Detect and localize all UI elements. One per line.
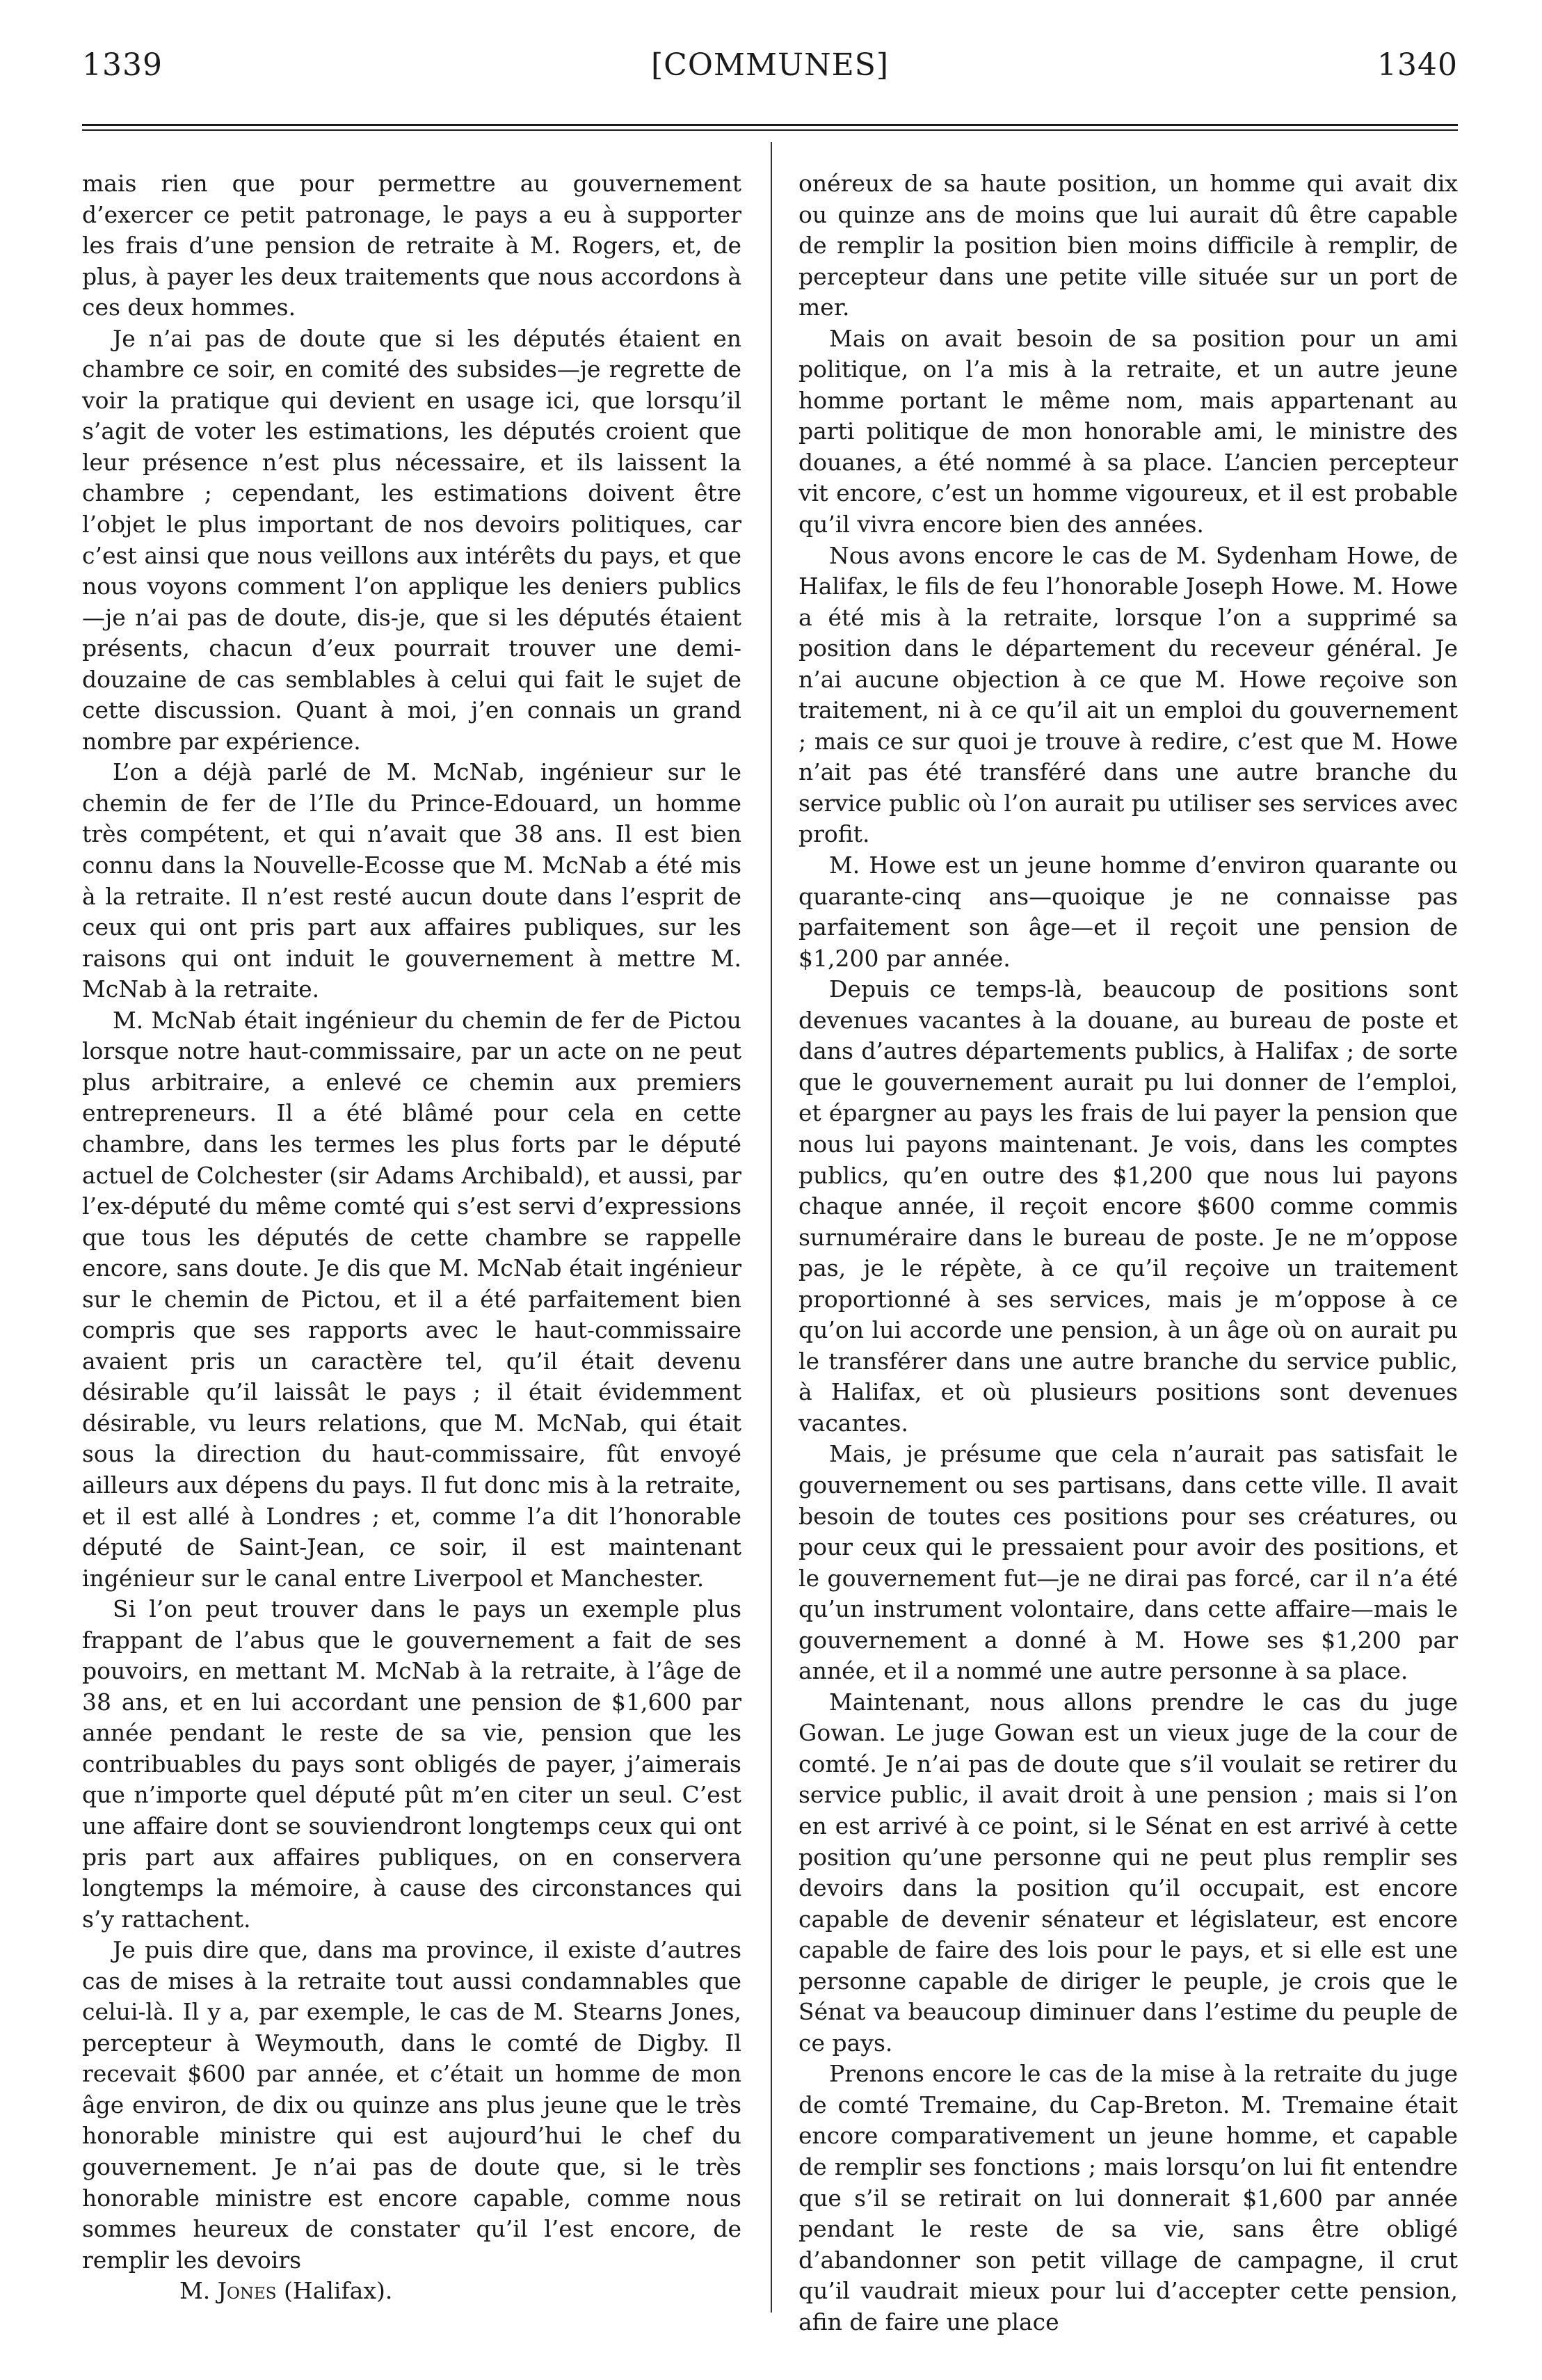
speaker-prefix: M.: [179, 2277, 218, 2305]
paragraph: Je puis dire que, dans ma province, il existe d’autres cas de mises à la retraite tout aussi condamnables que celui-là. Il y a, par exemple, le cas de M. Stearns Jones, percepteur à Weymouth, dans le comté de Digby. Il recevait $600 par année, et c’était un homme de mon âge environ, de dix ou quinze ans plus jeune que le très honorable ministre qui est aujourd’hui le chef du gouvernement. Je n’ai pas de doute que, si le très honorable ministre est encore capable, comme nous sommes heureux de constater qu’il l’est encore, de remplir les devoirs: [82, 1936, 741, 2274]
right-column: [798, 168, 1458, 2338]
header-rule-thick: [82, 124, 1458, 126]
paragraph: onéreux de sa haute position, un homme qui avait dix ou quinze ans de moins que lui aurait dû être capable de remplir la position bien moins difficile à remplir, de percepteur dans une petite ville située sur un port de mer.: [798, 170, 1458, 321]
speaker-name: Jones: [217, 2277, 277, 2305]
page-number-right: 1340: [1377, 47, 1458, 83]
paragraph: Je n’ai pas de doute que si les députés étaient en chambre ce soir, en comité des subsides—je regrette de voir la pratique qui devient en usage ici, que lorsqu’il s’agit de voter les estimations, les députés croient que leur présence n’est plus nécessaire, et ils laissent la chambre ; cependant, les estimations doivent être l’objet le plus important de nos devoirs politiques, car c’est ainsi que nous veillons aux intérêts du pays, et que nous voyons comment l’on applique les deniers publics—je n’ai pas de doute, dis-je, que si les députés étaient présents, chacun d’eux pourrait trouver une demi-douzaine de cas semblables à celui qui fait le sujet de cette discussion. Quant à moi, j’en connais un grand nombre par expérience.: [82, 324, 741, 755]
left-column: [82, 168, 741, 2307]
paragraph: M. McNab était ingénieur du chemin de fer de Pictou lorsque notre haut-commissaire, par un acte on ne peut plus arbitraire, a enlevé ce chemin aux premiers entrepreneurs. Il a été blâmé pour cela en cette chambre, dans les termes les plus forts par le député actuel de Colchester (sir Adams Archibald), et aussi, par l’ex-député du même comté qui s’est servi d’expressions que tous les députés de cette chambre se rappelle encore, sans doute. Je dis que M. McNab était ingénieur sur le chemin de Pictou, et il a été parfaitement bien compris que ses rapports avec le haut-commissaire avaient pris un caractère tel, qu’il était devenu désirable qu’il laissât le pays ; il était évidemment désirable, vu leurs relations, que M. McNab, qui était sous la direction du haut-commissaire, fût envoyé ailleurs aux dépens du pays. Il fut donc mis à la retraite, et il est allé à Londres ; et, comme l’a dit l’honorable député de Saint-Jean, ce soir, il est maintenant ingénieur sur le canal entre Liverpool et Manchester.: [82, 1006, 741, 1592]
paragraph: Nous avons encore le cas de M. Sydenham Howe, de Halifax, le fils de feu l’honorable Joseph Howe. M. Howe a été mis à la retraite, lorsque l’on a supprimé sa position dans le département du receveur général. Je n’ai aucune objection à ce que M. Howe reçoive son traitement, ni à ce qu’il ait un emploi du gouvernement ; mais ce sur quoi je trouve à redire, c’est que M. Howe n’ait pas été transféré dans une autre branche du service public où l’on aurait pu utiliser ses services avec profit.: [798, 541, 1458, 848]
speaker-riding: (Halifax).: [276, 2277, 393, 2305]
paragraph: L’on a déjà parlé de M. McNab, ingénieur sur le chemin de fer de l’Ile du Prince-Edouard, un homme très compétent, et qui n’avait que 38 ans. Il est bien connu dans la Nouvelle-Ecosse que M. McNab a été mis à la retraite. Il n’est resté aucun doute dans l’esprit de ceux qui ont pris part aux affaires publiques, sur les raisons qui ont induit le gouvernement à mettre M. McNab à la retraite.: [82, 758, 741, 1003]
paragraph: Maintenant, nous allons prendre le cas du juge Gowan. Le juge Gowan est un vieux juge de la cour de comté. Je n’ai pas de doute que s’il voulait se retirer du service public, il avait droit à une pension ; mais si l’on en est arrivé à ce point, si le Sénat en est arrivé à cette position qu’une personne qui ne peut plus remplir ses devoirs dans la position qu’il occupait, est encore capable de devenir sénateur et législateur, est encore capable de faire des lois pour le pays, et si elle est une personne capable de diriger le peuple, je crois que le Sénat va beaucoup diminuer dans l’estime du peuple de ce pays.: [798, 1688, 1458, 2056]
page-number-left: 1339: [82, 47, 163, 83]
paragraph: mais rien que pour permettre au gouvernement d’exercer ce petit patronage, le pays a eu à supporter les frais d’une pension de retraite à M. Rogers, et, de plus, à payer les deux traitements que nous accordons à ces deux hommes.: [82, 170, 741, 321]
paragraph: Depuis ce temps-là, beaucoup de positions sont devenues vacantes à la douane, au bureau de poste et dans d’autres départements publics, à Halifax ; de sorte que le gouvernement aurait pu lui donner de l’emploi, et épargner au pays les frais de lui payer la pension que nous lui payons maintenant. Je vois, dans les comptes publics, qu’en outre des $1,200 que nous lui payons chaque année, il reçoit encore $600 comme commis surnuméraire dans le bureau de poste. Je ne m’oppose pas, je le répète, à ce qu’il reçoive un traitement proportionné à ses services, mais je m’oppose à ce qu’on lui accorde une pension, à un âge où on aurait pu le transférer dans une autre branche du service public, à Halifax, et où plusieurs positions sont devenues vacantes.: [798, 975, 1458, 1437]
page-header: [82, 47, 1458, 89]
paragraph: Prenons encore le cas de la mise à la retraite du juge de comté Tremaine, du Cap-Breton. M. Tremaine était encore comparativement un jeune homme, et capable de remplir ses fonctions ; mais lorsqu’on lui fit entendre que s’il se retirait on lui donnerait $1,600 par année pendant le reste de sa vie, sans être obligé d’abandonner son petit village de campagne, il crut qu’il vaudrait mieux pour lui d’accepter cette pension, afin de faire une place: [798, 2060, 1458, 2335]
speaker-attribution: [82, 2276, 741, 2307]
running-title: [COMMUNES]: [650, 47, 890, 83]
column-divider: [771, 142, 772, 2313]
paragraph: Si l’on peut trouver dans le pays un exemple plus frappant de l’abus que le gouvernement a fait de ses pouvoirs, en mettant M. McNab à la retraite, à l’âge de 38 ans, et en lui accordant une pension de $1,600 par année pendant le reste de sa vie, pension que les contribuables du pays sont obligés de payer, j’aimerais que n’importe quel député pût m’en citer un seul. C’est une affaire dont se souviendront longtemps ceux qui ont pris part aux affaires publiques, on en conservera longtemps la mémoire, à cause des circonstances qui s’y rattachent.: [82, 1595, 741, 1933]
paragraph: M. Howe est un jeune homme d’environ quarante ou quarante-cinq ans—quoique je ne connaisse pas parfaitement son âge—et il reçoit une pension de $1,200 par année.: [798, 852, 1458, 972]
header-rule-thin: [82, 129, 1458, 131]
paragraph: Mais on avait besoin de sa position pour un ami politique, on l’a mis à la retraite, et un autre jeune homme portant le même nom, mais appartenant au parti politique de mon honorable ami, le ministre des douanes, a été nommé à sa place. L’ancien percepteur vit encore, c’est un homme vigoureux, et il est probable qu’il vivra encore bien des années.: [798, 324, 1458, 538]
paragraph: Mais, je présume que cela n’aurait pas satisfait le gouvernement ou ses partisans, dans cette ville. Il avait besoin de toutes ces positions pour ses créatures, ou pour ceux qui le pressaient pour avoir des positions, et le gouvernement fut—je ne dirai pas forcé, car il n’a été qu’un instrument volontaire, dans cette affaire—mais le gouvernement a donné à M. Howe ses $1,200 par année, et il a nommé une autre personne à sa place.: [798, 1440, 1458, 1685]
